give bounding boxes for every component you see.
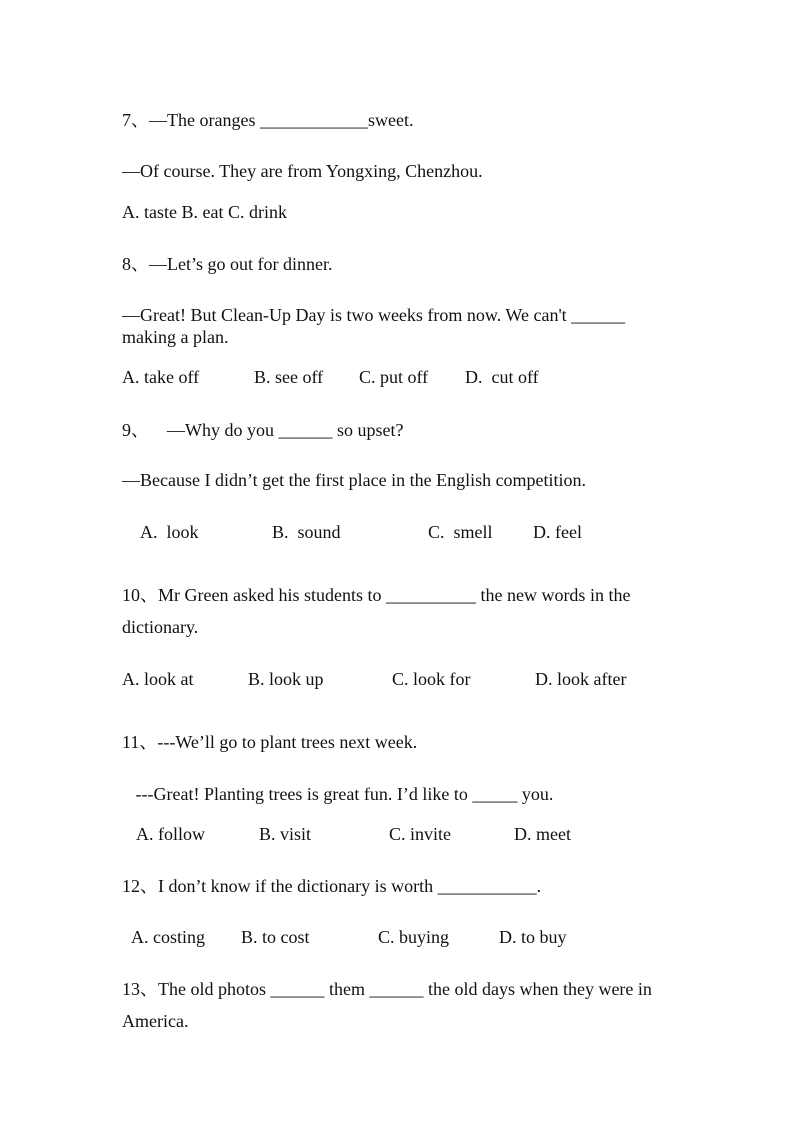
q12-option-a: A. costing	[131, 927, 205, 947]
q13-prompt: 13、The old photos ______ them ______ the old days when they were in	[122, 979, 652, 999]
q11-reply: ---Great! Planting trees is great fun. I’d like to _____ you.	[122, 784, 554, 804]
q9-option-c: C. smell	[428, 522, 493, 542]
q9-option-a: A. look	[140, 522, 199, 542]
q7-prompt: 7、—The oranges ____________sweet.	[122, 110, 414, 130]
q8-reply: —Great! But Clean-Up Day is two weeks from now. We can't ______ making a plan.	[122, 305, 626, 347]
q12-prompt: 12、I don’t know if the dictionary is worth ___________.	[122, 876, 542, 896]
q8-option-d: D. cut off	[465, 367, 539, 387]
q11-option-c: C. invite	[389, 824, 451, 844]
q10-prompt-cont: dictionary.	[122, 617, 199, 637]
q9-option-b: B. sound	[272, 522, 341, 542]
q10-option-c: C. look for	[392, 669, 471, 689]
q8-option-c: C. put off	[359, 367, 429, 387]
q9-option-d: D. feel	[533, 522, 582, 542]
q11-option-a: A. follow	[136, 824, 205, 844]
q10-prompt: 10、Mr Green asked his students to __________ the new words in the	[122, 585, 631, 605]
q12-option-c: C. buying	[378, 927, 450, 947]
q9-prompt: 9、 —Why do you ______ so upset?	[122, 420, 404, 440]
q13-prompt-cont: America.	[122, 1011, 189, 1031]
q8-option-a: A. take off	[122, 367, 200, 387]
q7-options: A. taste B. eat C. drink	[122, 202, 287, 222]
q9-reply: —Because I didn’t get the first place in the English competition.	[122, 470, 587, 490]
q8-option-b: B. see off	[254, 367, 324, 387]
q7-reply: —Of course. They are from Yongxing, Chenzhou.	[122, 161, 483, 181]
q8-prompt: 8、—Let’s go out for dinner.	[122, 254, 333, 274]
q10-option-b: B. look up	[248, 669, 324, 689]
q12-option-b: B. to cost	[241, 927, 310, 947]
q11-option-b: B. visit	[259, 824, 312, 844]
q11-option-d: D. meet	[514, 824, 571, 844]
q11-prompt: 11、---We’ll go to plant trees next week.	[122, 732, 418, 752]
q12-option-d: D. to buy	[499, 927, 567, 947]
q10-option-a: A. look at	[122, 669, 194, 689]
q10-option-d: D. look after	[535, 669, 627, 689]
